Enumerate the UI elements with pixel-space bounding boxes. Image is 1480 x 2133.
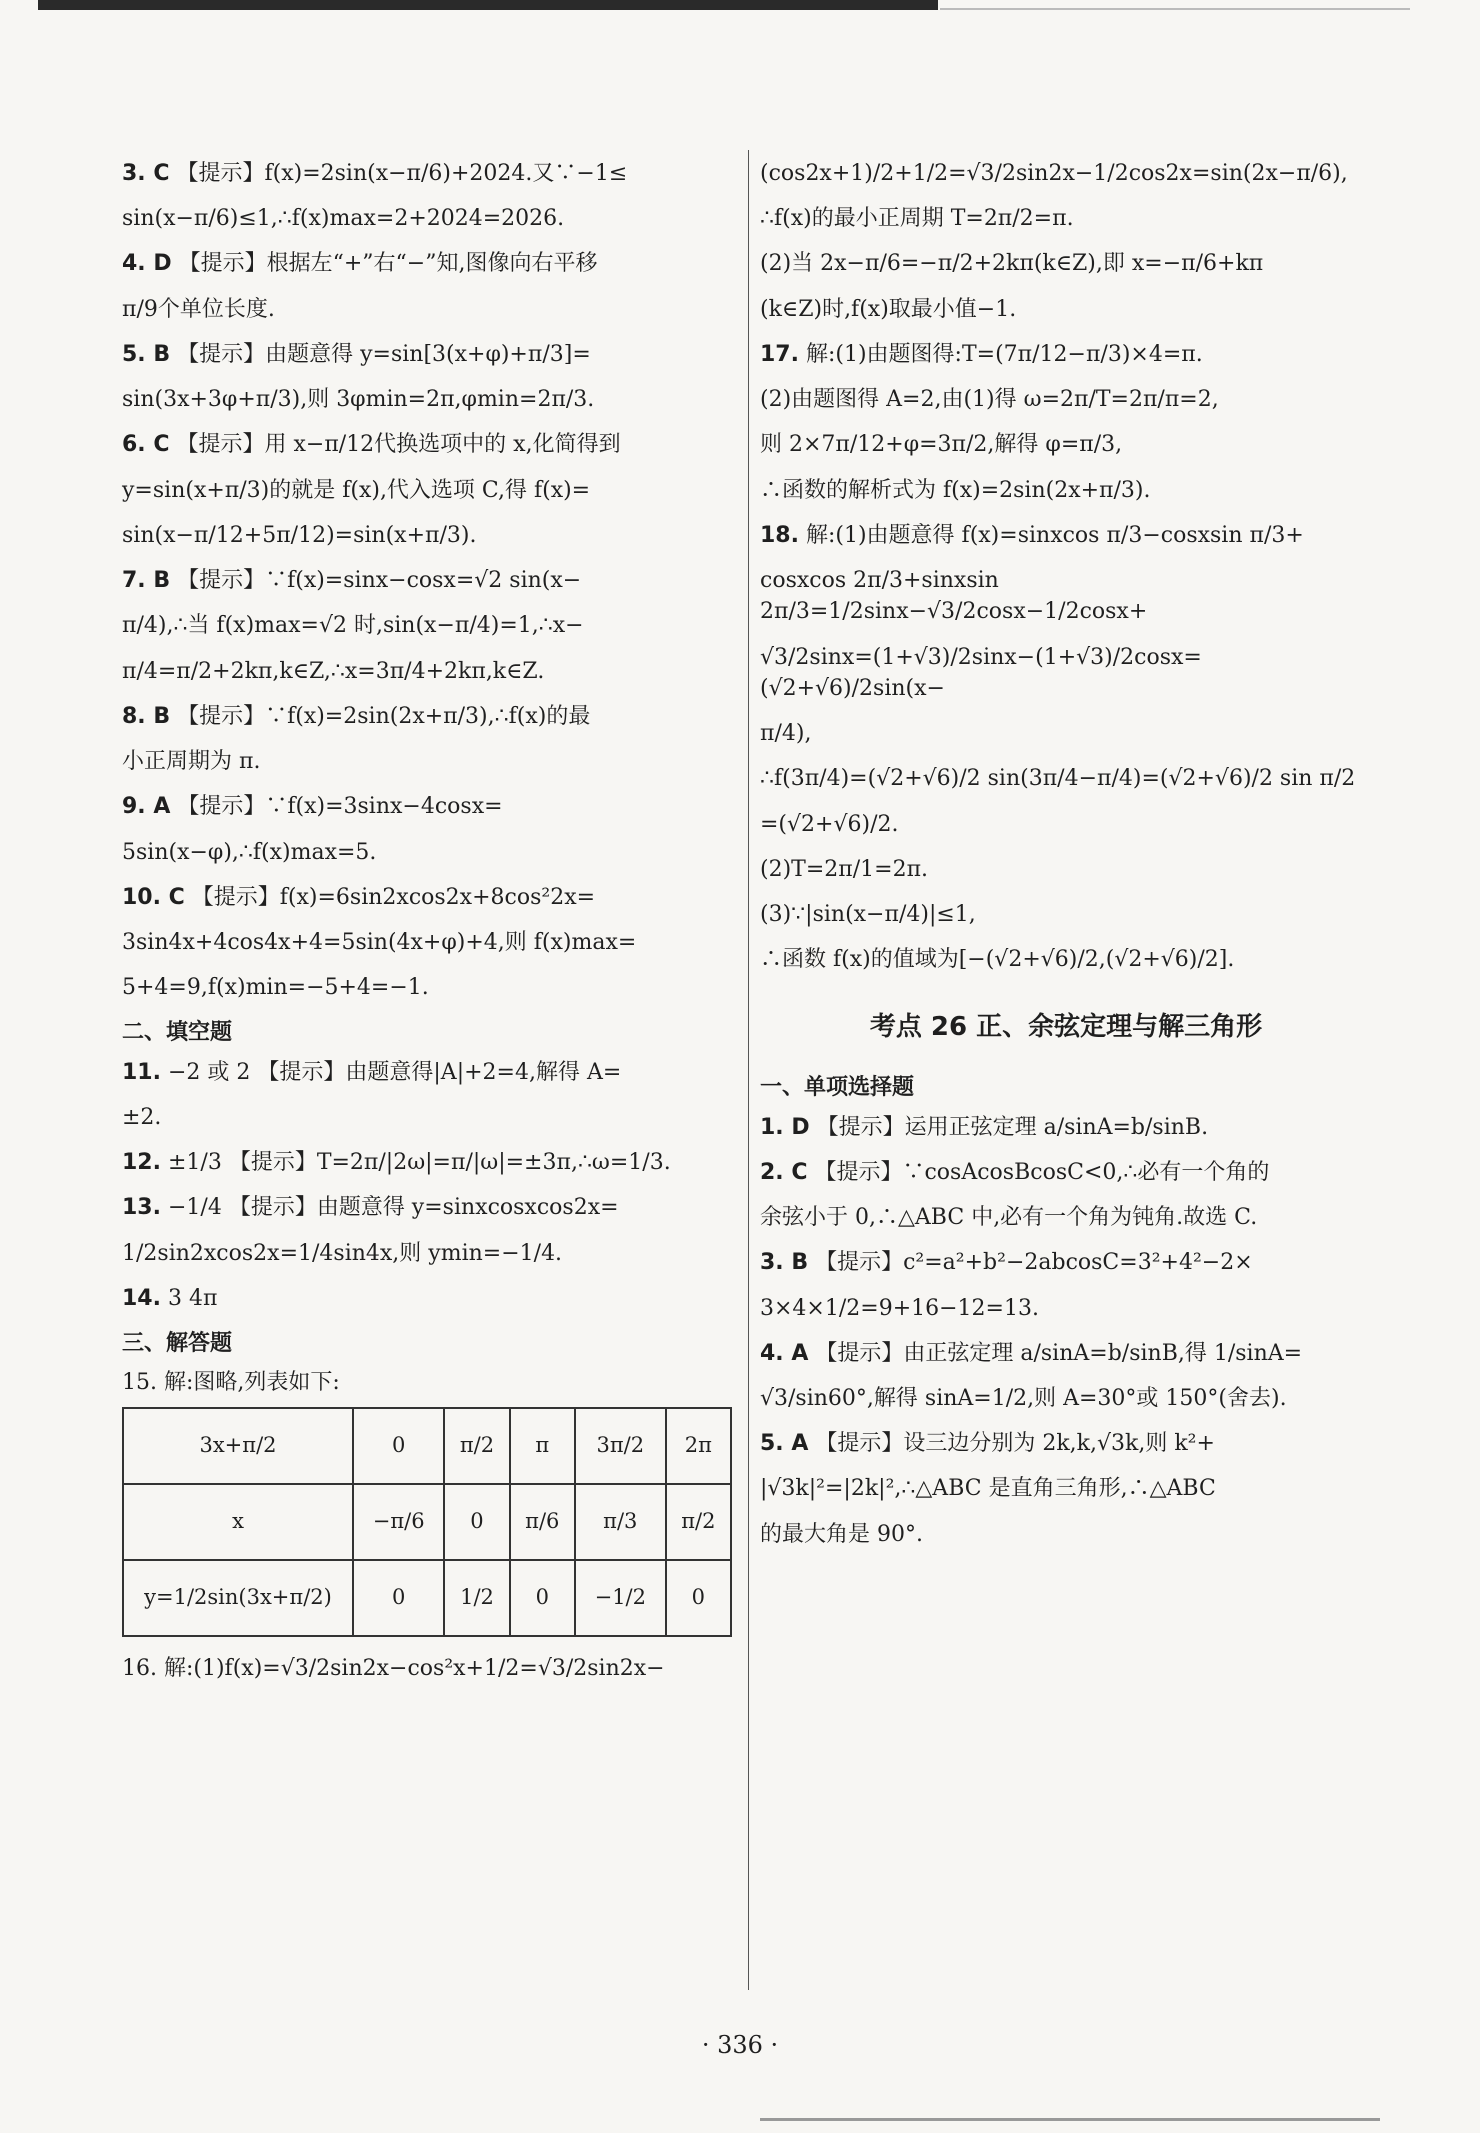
answer-line [122,384,732,415]
answer-text: 余弦小于 0,∴△ABC 中,必有一个角为钝角.故选 C. [760,1205,1258,1231]
answer-line [760,520,1372,551]
table-cell: 1/2 [444,1560,509,1636]
table-cell: 0 [510,1560,575,1636]
answer-text: sin(x−π/6)≤1,∴f(x)max=2+2024=2026. [122,206,565,232]
answer-text: π/4=π/2+2kπ,k∈Z,∴x=3π/4+2kπ,k∈Z. [122,658,545,684]
answer-text: 解:(1)由题意得 f(x)=sinxcos π/3−cosxsin π/3+ [805,522,1304,548]
table-cell: 2π [666,1408,731,1484]
answer-line [122,520,732,551]
table-cell: π/2 [666,1484,731,1560]
topic-heading: 考点 26 正、余弦定理与解三角形 [869,1012,1263,1043]
answer-number: 18. [760,522,799,548]
answer-line [760,809,1372,840]
answer-line [760,384,1372,415]
table-cell: 3π/2 [575,1408,666,1484]
answer-text: 3×4×1/2=9+16−12=13. [760,1295,1039,1321]
answer-text: 【提示】运用正弦定理 a/sinA=b/sinB. [816,1114,1209,1140]
answer-text: 则 2×7π/12+φ=3π/2,解得 φ=π/3, [760,432,1123,458]
answer-text: ∴f(x)的最小正周期 T=2π/2=π. [760,206,1074,232]
column-divider [748,150,749,1990]
answer-line [760,339,1372,370]
answer-number: 17. [760,341,799,367]
answer-line [760,1519,1372,1550]
answer-text: |√3k|²=|2k|²,∴△ABC 是直角三角形,∴△ABC [760,1476,1216,1502]
answer-line [122,1283,732,1314]
answer-text: 的最大角是 90°. [760,1521,923,1547]
answer-line [760,899,1372,930]
answer-number: 13. [122,1195,161,1221]
answer-line [760,944,1372,975]
answer-text: y=sin(x+π/3)的就是 f(x),代入选项 C,得 f(x)= [122,477,591,503]
answer-text: √3/2sinx=(1+√3)/2sinx−(1+√3)/2cosx=(√2+√6)/2sin(x− [760,644,1202,701]
table-cell: x [123,1484,353,1560]
answer-line [760,1428,1372,1459]
answer-text: (2)当 2x−π/6=−π/2+2kπ(k∈Z),即 x=−π/6+kπ [760,251,1264,277]
answer-line [760,763,1372,794]
answer-text: 【提示】∵f(x)=sinx−cosx=√2 sin(x− [177,568,582,594]
table-row [123,1484,731,1560]
answer-text: −1/4 【提示】由题意得 y=sinxcosxcos2x= [167,1195,619,1221]
answer-text: (3)∵|sin(x−π/4)|≤1, [760,901,976,927]
table-cell: 3x+π/2 [123,1408,353,1484]
answer-line [122,882,732,913]
answer-line [122,294,732,325]
section-fill-in: 二、填空题 [122,1020,233,1046]
answer-number: 5. A [760,1431,809,1457]
answer-text: 5+4=9,f(x)min=−5+4=−1. [122,975,429,1001]
answer-number: 6. C [122,432,170,458]
answer-line [122,1238,732,1269]
answer-text: √3/sin60°,解得 sinA=1/2,则 A=30°或 150°(舍去). [760,1386,1287,1411]
answer-text: ±2. [122,1104,162,1130]
answer-number: 7. B [122,568,171,594]
answer-number: 9. A [122,794,171,820]
answer-line [760,158,1372,189]
left-column [122,158,732,1698]
answer-line [760,1157,1372,1188]
right-column [760,158,1372,1564]
answer-text: π/4), [760,721,812,747]
answer-line [760,1112,1372,1143]
table-cell: −π/6 [353,1484,444,1560]
answer-line [122,475,732,506]
answer-number: 10. C [122,884,185,910]
answer-number: 4. A [760,1340,809,1366]
page-number: · 336 · [701,2031,779,2059]
answer-number: 3. B [760,1250,809,1276]
answer-line [760,718,1372,749]
answer-text: 【提示】根据左“+”右“−”知,图像向右平移 [178,251,598,277]
table-cell: y=1/2sin(3x+π/2) [123,1560,353,1636]
answer-text: 3sin4x+4cos4x+4=5sin(4x+φ)+4,则 f(x)max= [122,929,637,955]
section-answer: 三、解答题 [122,1331,233,1357]
table-cell: π/6 [510,1484,575,1560]
table-cell: 0 [666,1560,731,1636]
answer-line [760,642,1372,704]
answer-line [760,1247,1372,1278]
answer-line [760,1293,1372,1324]
question-15: 15. 解:图略,列表如下: [122,1370,340,1396]
answer-number: 14. [122,1285,161,1311]
value-table [122,1407,732,1637]
answer-line [760,1473,1372,1504]
answer-number: 4. D [122,251,172,277]
answer-line [122,791,732,822]
answer-text: 【提示】由正弦定理 a/sinA=b/sinB,得 1/sinA= [815,1340,1303,1366]
answer-line [122,1147,732,1178]
answer-line [760,429,1372,460]
answer-text: −2 或 2 【提示】由题意得|A|+2=4,解得 A= [167,1059,622,1085]
bottom-rule [760,2118,1380,2121]
answer-text: ∴函数 f(x)的值域为[−(√2+√6)/2,(√2+√6)/2]. [760,947,1235,973]
answer-text: 解:(1)由题图得:T=(7π/12−π/3)×4=π. [805,341,1203,367]
answer-line [122,203,732,234]
single-choice-answers [760,1112,1372,1550]
answer-line [122,610,732,641]
answer-text: =(√2+√6)/2. [760,811,899,837]
answer-number: 5. B [122,341,171,367]
answer-line [122,565,732,596]
answer-text: 小正周期为 π. [122,749,261,775]
answer-text: π/9个单位长度. [122,296,275,322]
answer-text: 【提示】用 x−π/12代换选项中的 x,化简得到 [176,432,621,458]
fill-in-answers [122,1057,732,1314]
answer-line [760,1202,1372,1233]
table-cell: 0 [444,1484,509,1560]
answer-line [760,565,1372,627]
answer-line [122,339,732,370]
answer-line [760,854,1372,885]
answer-line [122,656,732,687]
answer-line [760,475,1372,506]
top-rule-thin [940,8,1410,10]
answer-number: 8. B [122,703,171,729]
answer-text: ±1/3 【提示】T=2π/|2ω|=π/|ω|=±3π,∴ω=1/3. [167,1150,671,1176]
table-cell: π [510,1408,575,1484]
table-cell: 0 [353,1408,444,1484]
right-answers [760,158,1372,975]
answer-text: 【提示】∵cosAcosBcosC<0,∴必有一个角的 [814,1159,1270,1185]
answer-text: ∴f(3π/4)=(√2+√6)/2 sin(3π/4−π/4)=(√2+√6)/2 sin π/2 [760,766,1356,792]
table-cell: π/2 [444,1408,509,1484]
answer-line [122,927,732,958]
answer-text: (2)T=2π/1=2π. [760,856,929,882]
question-16: 16. 解:(1)f(x)=√3/2sin2x−cos²x+1/2=√3/2sin2x− [122,1655,665,1681]
answer-line [122,1192,732,1223]
answer-text: 【提示】由题意得 y=sin[3(x+φ)+π/3]= [177,341,591,367]
answer-number: 11. [122,1059,161,1085]
answer-text: (2)由题图得 A=2,由(1)得 ω=2π/T=2π/π=2, [760,387,1219,413]
answer-number: 2. C [760,1159,808,1185]
answer-line [760,294,1372,325]
answer-text: 【提示】∵f(x)=2sin(2x+π/3),∴f(x)的最 [177,703,591,729]
answer-text: sin(x−π/12+5π/12)=sin(x+π/3). [122,522,477,548]
answer-text: sin(3x+3φ+π/3),则 3φmin=2π,φmin=2π/3. [122,387,595,413]
answer-text: 【提示】f(x)=2sin(x−π/6)+2024.又∵−1≤ [176,161,628,186]
answer-text: 【提示】f(x)=6sin2xcos2x+8cos²2x= [191,884,596,910]
table-cell: π/3 [575,1484,666,1560]
answer-line [122,248,732,279]
answer-text: 【提示】∵f(x)=3sinx−4cosx= [177,794,503,820]
answer-line [122,837,732,868]
answer-number: 3. C [122,161,170,186]
answer-line [122,746,732,777]
answer-text: 5sin(x−φ),∴f(x)max=5. [122,839,377,865]
table-row [123,1408,731,1484]
answer-text: cosxcos 2π/3+sinxsin 2π/3=1/2sinx−√3/2cosx−1/2cosx+ [760,568,1148,625]
answer-text: 1/2sin2xcos2x=1/4sin4x,则 ymin=−1/4. [122,1240,563,1266]
table-cell: 0 [353,1560,444,1636]
left-answers [122,158,732,1003]
table-cell: −1/2 [575,1560,666,1636]
answer-number: 1. D [760,1114,810,1140]
table-row [123,1560,731,1636]
section-single-choice: 一、单项选择题 [760,1075,915,1101]
answer-text: (cos2x+1)/2+1/2=√3/2sin2x−1/2cos2x=sin(2x−π/6), [760,161,1348,186]
answer-line [760,248,1372,279]
answer-line [122,972,732,1003]
answer-text: ∴函数的解析式为 f(x)=2sin(2x+π/3). [760,477,1151,503]
answer-text: 3 4π [167,1285,218,1311]
answer-line [122,701,732,732]
answer-text: 【提示】c²=a²+b²−2abcosC=3²+4²−2× [815,1250,1253,1276]
answer-line [122,1057,732,1088]
answer-line [122,429,732,460]
answer-text: 【提示】设三边分别为 2k,k,√3k,则 k²+ [815,1431,1215,1457]
top-rule [38,0,938,10]
answer-line [122,1102,732,1133]
answer-line [122,158,732,189]
answer-text: π/4),∴当 f(x)max=√2 时,sin(x−π/4)=1,∴x− [122,613,584,639]
answer-line [760,203,1372,234]
answer-line [760,1338,1372,1369]
answer-line [760,1383,1372,1414]
answer-number: 12. [122,1150,161,1176]
answer-text: (k∈Z)时,f(x)取最小值−1. [760,296,1017,322]
